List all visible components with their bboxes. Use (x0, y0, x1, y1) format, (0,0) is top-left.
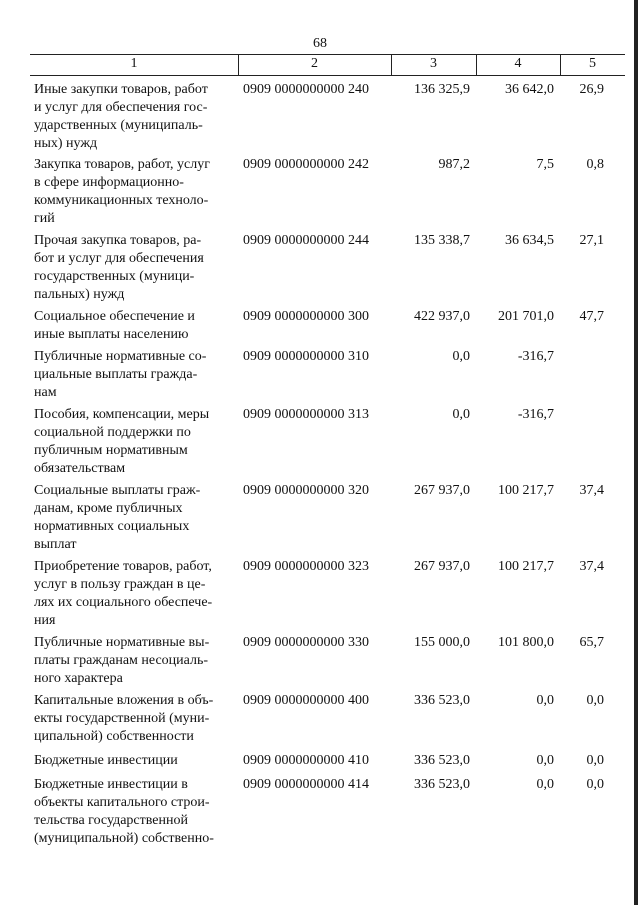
header-col-4: 4 (514, 56, 522, 71)
row-value-4: 101 800,0 (498, 635, 554, 650)
header-divider (476, 55, 477, 75)
row-name: Иные закупки товаров, работ и услуг для обеспечения гос- ударственных (муниципаль- ных) нужд (34, 82, 208, 151)
page-edge (634, 0, 638, 905)
row-value-3: 336 523,0 (414, 777, 470, 792)
row-code: 0909 0000000000 414 (243, 777, 369, 792)
row-value-4: 100 217,7 (498, 483, 554, 498)
row-value-4: 0,0 (536, 753, 554, 768)
row-name: Капитальные вложения в объ- екты государственной (муни- ципальной) собственности (34, 693, 214, 744)
row-name: Закупка товаров, работ, услуг в сфере информационно- коммуникационных техноло- гий (34, 157, 210, 226)
row-name: Бюджетные инвестиции (34, 753, 178, 768)
row-name: Социальные выплаты граж- данам, кроме публичных нормативных социальных выплат (34, 483, 201, 552)
row-value-5: 27,1 (579, 233, 604, 248)
row-name: Публичные нормативные вы- платы гражданам несоциаль- ного характера (34, 635, 210, 686)
row-value-3: 0,0 (452, 349, 470, 364)
header-col-1: 1 (130, 56, 138, 71)
row-value-3: 267 937,0 (414, 559, 470, 574)
row-value-5: 47,7 (579, 309, 604, 324)
row-name: Пособия, компенсации, меры социальной поддержки по публичным нормативным обязательствам (34, 407, 210, 476)
row-code: 0909 0000000000 310 (243, 349, 369, 364)
row-value-3: 267 937,0 (414, 483, 470, 498)
row-name: Бюджетные инвестиции в объекты капитального строи- тельства государственной (муниципальной) собственно- (34, 777, 214, 846)
row-value-3: 0,0 (452, 407, 470, 422)
row-code: 0909 0000000000 300 (243, 309, 369, 324)
header-col-2: 2 (311, 56, 318, 71)
row-code: 0909 0000000000 410 (243, 753, 369, 768)
row-value-4: 36 642,0 (505, 82, 554, 97)
header-col-5: 5 (589, 56, 596, 71)
row-value-5: 0,8 (586, 157, 604, 172)
header-divider (238, 55, 239, 75)
row-value-4: 7,5 (536, 157, 554, 172)
row-value-4: 100 217,7 (498, 559, 554, 574)
row-code: 0909 0000000000 320 (243, 483, 369, 498)
row-value-3: 136 325,9 (414, 82, 470, 97)
row-value-4: 0,0 (536, 693, 554, 708)
table-header-bottom-border (30, 75, 625, 76)
row-value-5: 26,9 (579, 82, 604, 97)
row-name: Прочая закупка товаров, ра- бот и услуг для обеспечения государственных (муници- пальных) нужд (34, 233, 204, 302)
row-name: Приобретение товаров, работ, услуг в пользу граждан в це- лях их социального обеспече- ния (34, 559, 213, 628)
row-value-3: 155 000,0 (414, 635, 470, 650)
row-value-5: 37,4 (579, 483, 604, 498)
page-number: 68 (313, 36, 327, 51)
row-value-4: -316,7 (517, 407, 554, 422)
row-code: 0909 0000000000 242 (243, 157, 369, 172)
header-col-3: 3 (430, 56, 437, 71)
row-code: 0909 0000000000 313 (243, 407, 369, 422)
row-value-4: -316,7 (517, 349, 554, 364)
header-divider (391, 55, 392, 75)
row-name: Публичные нормативные со- циальные выплаты гражда- нам (34, 349, 207, 400)
row-value-4: 0,0 (536, 777, 554, 792)
row-value-5: 65,7 (579, 635, 604, 650)
row-value-3: 987,2 (438, 157, 470, 172)
row-code: 0909 0000000000 244 (243, 233, 369, 248)
row-value-3: 422 937,0 (414, 309, 470, 324)
row-value-3: 336 523,0 (414, 753, 470, 768)
row-value-3: 135 338,7 (414, 233, 470, 248)
row-value-4: 36 634,5 (505, 233, 554, 248)
row-value-5: 0,0 (586, 693, 604, 708)
row-value-3: 336 523,0 (414, 693, 470, 708)
row-value-5: 0,0 (586, 753, 604, 768)
row-value-5: 37,4 (579, 559, 604, 574)
row-code: 0909 0000000000 330 (243, 635, 369, 650)
row-code: 0909 0000000000 400 (243, 693, 369, 708)
row-code: 0909 0000000000 240 (243, 82, 369, 97)
row-value-5: 0,0 (586, 777, 604, 792)
row-value-4: 201 701,0 (498, 309, 554, 324)
table-top-border (30, 54, 625, 55)
row-code: 0909 0000000000 323 (243, 559, 369, 574)
header-divider (560, 55, 561, 75)
row-name: Социальное обеспечение и иные выплаты населению (34, 309, 195, 342)
